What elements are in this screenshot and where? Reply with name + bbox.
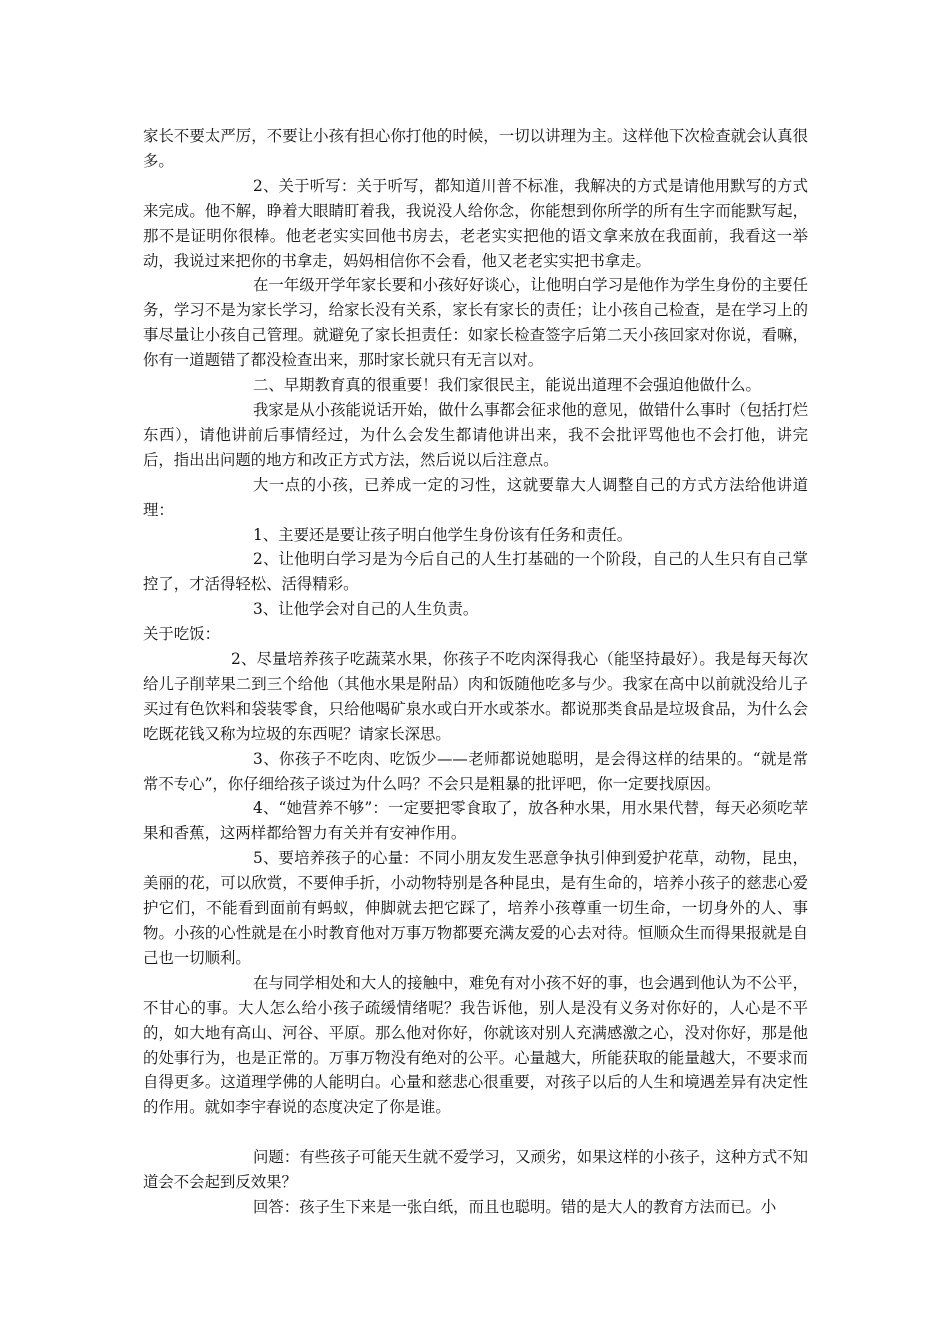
paragraph-older-child: 大一点的小孩，已养成一定的习性，这就要靠大人调整自己的方式方法给他讲道理： xyxy=(143,475,808,519)
paragraph-question: 问题：有些孩子可能天生就不爱学习，又顽劣，如果这样的小孩子，这种方式不知道会不会起到反效果？ xyxy=(143,1148,808,1192)
eating-item-5: 5、要培养孩子的心量：不同小朋友发生恶意争执引伸到爱护花草，动物，昆虫，美丽的花，可以欣赏，不要伸手折，小动物特别是各种昆虫，是有生命的，培养小孩子的慈悲心爱护它们，不能看到面前有蚂蚁，伸脚就去把它踩了，培养小孩尊重一切生命，一切身外的人、事物。小孩的心性就是在小时教育他对万事万物都要充满友爱的心去对待。恒顺众生而得果报就是自己也一切顺利。 xyxy=(143,849,808,967)
paragraph-consult-child: 我家是从小孩能说话开始，做什么事都会征求他的意见，做错什么事时（包括打烂东西），请他讲前后事情经过，为什么会发生都请他讲出来，我不会批评骂他也不会打他，讲完后，指出出问题的地方和改正方式方法，然后说以后注意点。 xyxy=(143,400,808,469)
document-body xyxy=(143,124,808,1220)
eating-item-2: 2、尽量培养孩子吃蔬菜水果，你孩子不吃肉深得我心（能坚持最好）。我是每天每次给儿子削苹果二到三个给他（其他水果是附品）肉和饭随他吃多与少。我家在高中以前就没给儿子买过有色饮料和袋装零食，只给他喝矿泉水或白开水或茶水。都说那类食品是垃圾食品，为什么会吃既花钱又称为垃圾的东西呢？请家长深思。 xyxy=(143,650,808,743)
list-item-2: 2、让他明白学习是为今后自己的人生打基础的一个阶段，自己的人生只有自己掌控了，才活得轻松、活得精彩。 xyxy=(143,550,808,594)
paragraph-first-grade-talk: 在一年级开学年家长要和小孩好好谈心，让他明白学习是他作为学生身份的主要任务，学习不是为家长学习，给家长没有关系，家长有家长的责任；让小孩自己检查，是在学习上的事尽量让小孩自己管理。就避免了家长担责任：如家长检查签字后第二天小孩回家对你说，看嘛，你有一道题错了都没检查出来，那时家长就只有无言以对。 xyxy=(143,276,808,370)
list-item-3: 3、让他学会对自己的人生负责。 xyxy=(253,600,479,619)
paragraph-answer: 回答：孩子生下来是一张白纸，而且也聪明。错的是大人的教育方法而已。小 xyxy=(253,1197,777,1216)
paragraph-fairness: 在与同学相处和大人的接触中，难免有对小孩不好的事，也会遇到他认为不公平，不甘心的事。大人怎么给小孩子疏缓情绪呢？我告诉他，别人是没有义务对你好的，人心是不平的，如大地有高山、河谷、平原。那么他对你好，你就该对别人充满感激之心，没对你好，那是他的处事行为，也是正常的。万事万物没有绝对的公平。心量越大，所能获取的能量越大，不要求而自得更多。这道理学佛的人能明白。心量和慈悲心很重要，对孩子以后的人生和境遇差异有决定性的作用。就如李宇春说的态度决定了你是谁。 xyxy=(143,973,808,1117)
paragraph-early-education-heading: 二、早期教育真的很重要！我们家很民主，能说出道理不会强迫他做什么。 xyxy=(253,376,761,395)
paragraph-continuation: 家长不要太严厉，不要让小孩有担心你打他的时候，一切以讲理为主。这样他下次检查就会认真很多。 xyxy=(143,127,808,170)
eating-item-3: 3、你孩子不吃肉、吃饭少——老师都说她聪明，是会得这样的结果的。“就是常常不专心”，你仔细给孩子谈过为什么吗？不会只是粗暴的批评吧，你一定要找原因。 xyxy=(143,749,808,793)
section-heading-eating: 关于吃饭： xyxy=(143,625,220,644)
paragraph-dictation: 2、关于听写：关于听写，都知道川普不标准，我解决的方式是请他用默写的方式来完成。他不解，睁着大眼睛盯着我，我说没人给你念，你能想到你所学的所有生字而能默写起，那不是证明你很棒。他老老实实回他书房去，老老实实把他的语文拿来放在我面前，我看这一举动，我说过来把你的书拿走，妈妈相信你不会看，他又老老实实把书拿走。 xyxy=(143,176,808,270)
list-item-1: 1、主要还是要让孩子明白他学生身份该有任务和责任。 xyxy=(253,525,633,544)
eating-item-4: 4、“她营养不够”：一定要把零食取了，放各种水果，用水果代替，每天必须吃苹果和香蕉，这两样都给智力有关并有安神作用。 xyxy=(143,799,808,843)
